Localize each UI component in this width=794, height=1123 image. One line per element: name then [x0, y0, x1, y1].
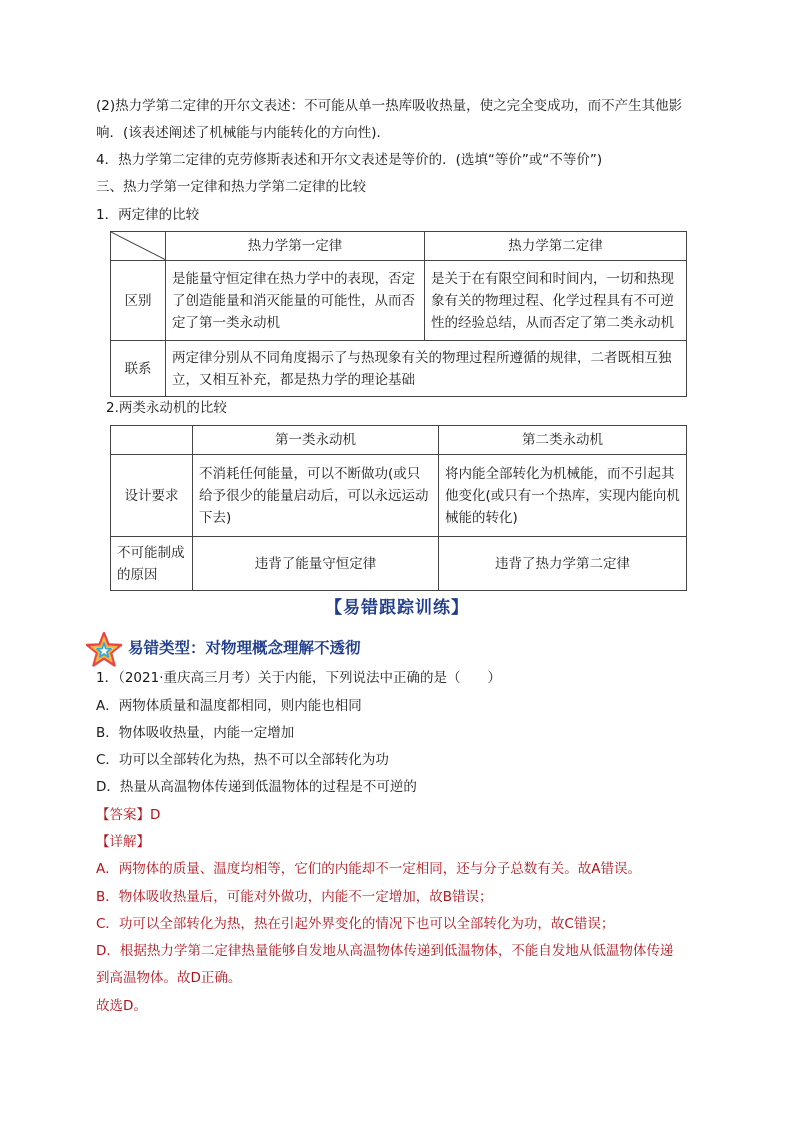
table2-design-first-kind: 不消耗任何能量，可以不断做功(或只给予很少的能量启动后，可以永远运动下去) — [193, 455, 439, 537]
table1-header-second-law: 热力学第二定律 — [425, 232, 687, 261]
diagonal-line — [111, 232, 166, 260]
table2-row-design-label: 设计要求 — [111, 455, 193, 537]
table1-difference-second-law: 是关于在有限空间和时间内，一切和热现象有关的物理过程、化学过程具有不可逆性的经验总结，从而否定了第二类永动机 — [425, 261, 687, 341]
detail-line-d: D．根据热力学第二定律热量能够自发地从高温物体传递到低温物体，不能自发地从低温物体传递 — [96, 943, 674, 959]
laws-comparison-table — [110, 231, 687, 397]
intro-line-4: 三、热力学第一定律和热力学第二定律的比较 — [96, 179, 366, 195]
table1-difference-first-law: 是能量守恒定律在热力学中的表现，否定了创造能量和消灭能量的可能性，从而否定了第一类永动机 — [166, 261, 425, 341]
answer-value: D — [150, 807, 161, 823]
rainbow-star-icon — [84, 630, 124, 670]
table2-header-first-kind: 第一类永动机 — [193, 426, 439, 455]
answer-label: 【答案】 — [96, 807, 150, 823]
detail-line-d-cont: 到高温物体。故D正确。 — [96, 970, 242, 986]
table2-reason-first-kind: 违背了能量守恒定律 — [193, 537, 439, 591]
answer-line — [96, 805, 700, 825]
table2-row-reason-label: 不可能制成的原因 — [111, 537, 193, 591]
table1-relation-text: 两定律分别从不同角度揭示了与热现象有关的物理过程所遵循的规律，二者既相互独立，又相互补充，都是热力学的理论基础 — [166, 341, 687, 397]
intro-line-2: 响．(该表述阐述了机械能与内能转化的方向性)． — [96, 125, 391, 141]
detail-line-b: B．物体吸收热量后，可能对外做功，内能不一定增加，故B错误； — [96, 889, 493, 905]
question-option-b: B．物体吸收热量，内能一定增加 — [96, 725, 295, 741]
question-stem: 1．（2021·重庆高三月考）关于内能，下列说法中正确的是（ ） — [96, 670, 501, 686]
table2-design-second-kind: 将内能全部转化为机械能，而不引起其他变化(或只有一个热库，实现内能向机械能的转化) — [439, 455, 687, 537]
intro-line-3: 4．热力学第二定律的克劳修斯表述和开尔文表述是等价的．(选填“等价”或“不等价”) — [96, 152, 603, 168]
intro-line-1: (2)热力学第二定律的开尔文表述：不可能从单一热库吸收热量，使之完全变成功，而不产生其他影 — [96, 98, 683, 114]
diagonal-header-cell — [111, 232, 166, 261]
detail-label: 【详解】 — [96, 834, 150, 850]
question-option-c: C．功可以全部转化为热，热不可以全部转化为功 — [96, 752, 389, 768]
table2-header-second-kind: 第二类永动机 — [439, 426, 687, 455]
section-title: 【易错跟踪训练】 — [325, 598, 469, 618]
table2-empty-corner — [111, 426, 193, 455]
perpetual-motion-table — [110, 425, 687, 591]
table2-reason-second-kind: 违背了热力学第二定律 — [439, 537, 687, 591]
detail-line-a: A．两物体的质量、温度均相等，它们的内能却不一定相同，还与分子总数有关。故A错误。 — [96, 861, 641, 877]
question-option-d: D．热量从高温物体传递到低温物体的过程是不可逆的 — [96, 779, 417, 795]
table2-caption: 2.两类永动机的比较 — [106, 400, 227, 416]
detail-conclusion: 故选D。 — [96, 998, 147, 1014]
intro-line-5: 1．两定律的比较 — [96, 207, 200, 223]
table1-row-difference-label: 区别 — [111, 261, 166, 341]
table1-row-relation-label: 联系 — [111, 341, 166, 397]
question-option-a: A．两物体质量和温度都相同，则内能也相同 — [96, 698, 362, 714]
error-type-heading: 易错类型：对物理概念理解不透彻 — [128, 638, 361, 657]
table1-header-first-law: 热力学第一定律 — [166, 232, 425, 261]
detail-line-c: C．功可以全部转化为热，热在引起外界变化的情况下也可以全部转化为功，故C错误； — [96, 916, 615, 932]
